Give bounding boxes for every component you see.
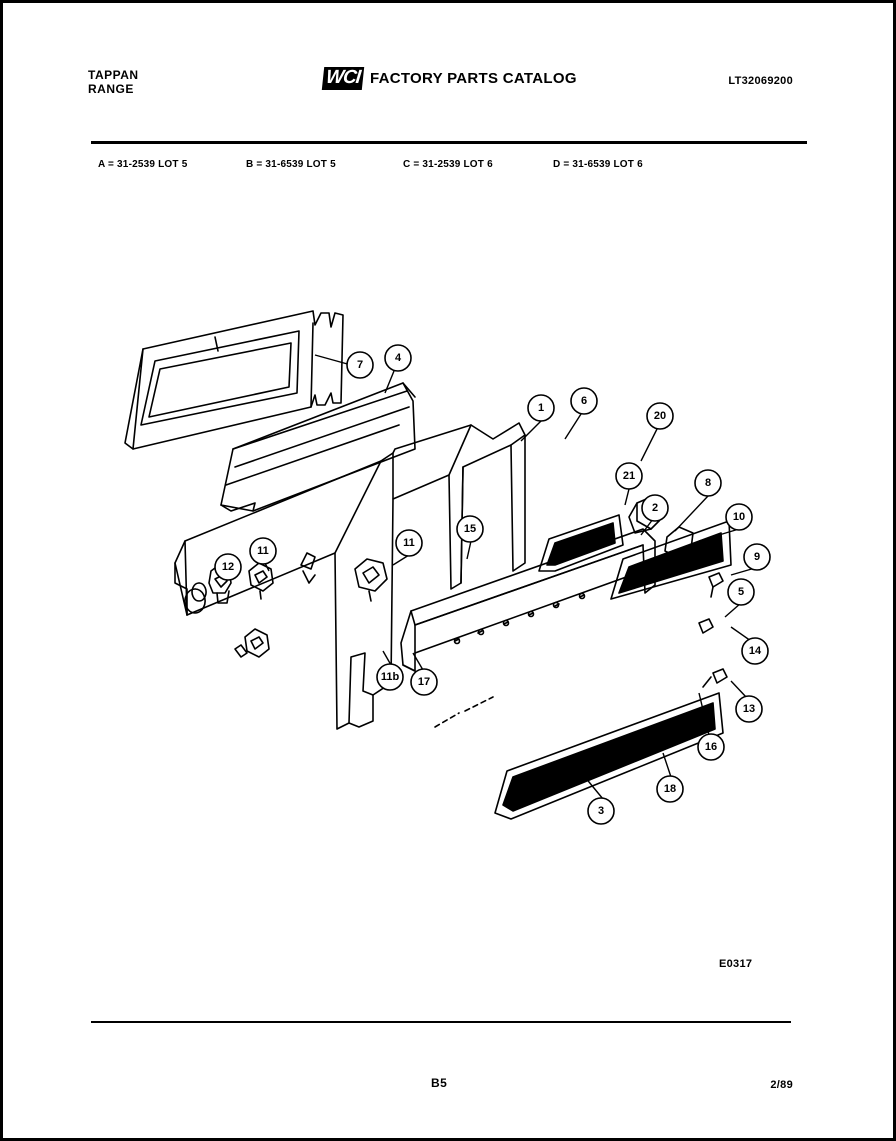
- callout-5-label: 5: [737, 586, 745, 598]
- legend-item-d: D = 31-6539 LOT 6: [553, 159, 643, 170]
- page-header: [3, 3, 893, 123]
- callout-9-label: 9: [753, 551, 761, 563]
- callout-8-label: 8: [704, 477, 712, 489]
- callout-7-label: 7: [356, 359, 364, 371]
- callout-11-right-label: 11: [403, 537, 415, 549]
- footer-divider: [91, 1021, 791, 1023]
- callout-18-label: 17: [417, 676, 431, 688]
- callout-11-left-label: 11: [257, 545, 269, 557]
- legend-item-c: C = 31-2539 LOT 6: [403, 159, 493, 170]
- callout-2-label: 2: [651, 502, 659, 514]
- callout-15-label: 14: [748, 645, 762, 657]
- figure-code: E0317: [719, 958, 753, 970]
- brand-category: RANGE: [88, 82, 134, 96]
- brand-name: TAPPAN: [88, 68, 139, 82]
- header-divider: [91, 141, 807, 144]
- callout-20-label: 20: [653, 410, 667, 422]
- callout-10-label: 10: [732, 511, 746, 523]
- callout-12-label: 11b: [380, 671, 400, 683]
- brand-block: [88, 68, 139, 96]
- catalog-title: [323, 67, 577, 90]
- date-code: 2/89: [770, 1079, 793, 1091]
- callout-19-label: 18: [663, 783, 677, 795]
- callout-13-label: 12: [221, 561, 235, 573]
- callout-3-label: 3: [597, 805, 605, 817]
- catalog-title-text: FACTORY PARTS CATALOG: [369, 70, 577, 87]
- document-number: LT32069200: [728, 75, 793, 87]
- wci-logo: WCI: [322, 67, 364, 90]
- callout-17-label: 16: [704, 741, 718, 753]
- callout-16-label: 15: [463, 523, 477, 535]
- callout-6-label: 6: [580, 395, 588, 407]
- callout-1-label: 1: [537, 402, 545, 414]
- exploded-parts-diagram: [63, 253, 843, 873]
- callout-21-label: 21: [622, 470, 636, 482]
- callout-4-label: 4: [394, 352, 402, 364]
- legend-item-a: A = 31-2539 LOT 5: [98, 159, 188, 170]
- legend-item-b: B = 31-6539 LOT 5: [246, 159, 336, 170]
- page-number: B5: [431, 1076, 448, 1090]
- callout-14-label: 13: [742, 703, 756, 715]
